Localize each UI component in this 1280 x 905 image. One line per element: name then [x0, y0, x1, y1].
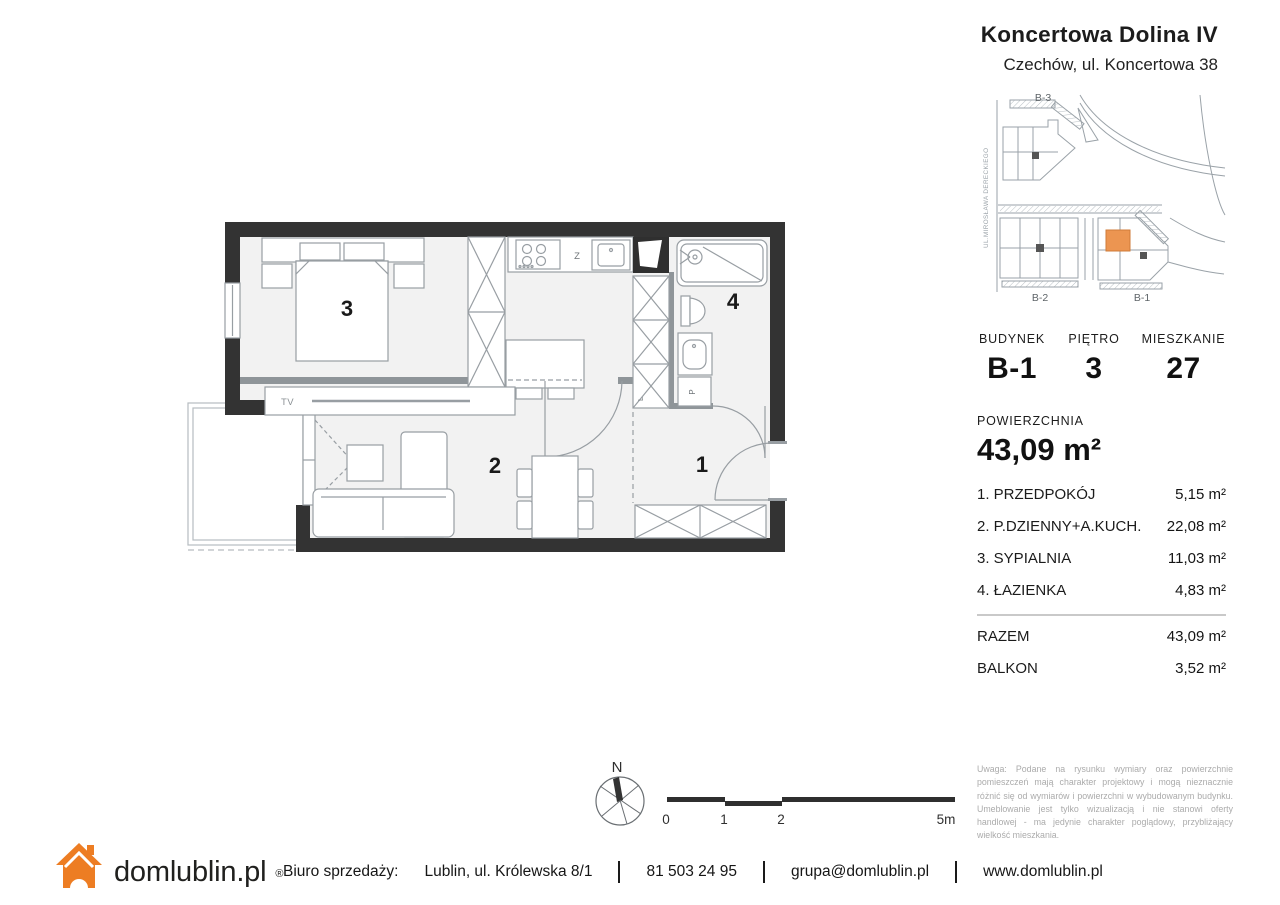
washing-machine-label: P: [688, 389, 697, 395]
registered-mark: ®: [275, 868, 284, 880]
house-logo-icon: [53, 840, 105, 890]
area-label: POWIERZCHNIA: [977, 414, 1084, 428]
unit-table-col-floor: [1047, 332, 1141, 386]
room-area: 4,83 m²: [1175, 582, 1226, 599]
floor-label: PIĘTRO: [1068, 332, 1120, 346]
website-url: www.domlublin.pl: [983, 863, 1103, 880]
room-name: 2. P.DZIENNY+A.KUCH.: [977, 518, 1142, 535]
scale-bar: [662, 797, 955, 827]
north-label: N: [611, 759, 623, 776]
unit-table-col-building: [977, 332, 1047, 386]
built-in-wardrobe: [468, 237, 505, 387]
nightstand: [394, 264, 424, 288]
coffee-table: [347, 445, 383, 481]
tv-label: TV: [281, 397, 295, 408]
disclaimer-text: Uwaga: Podane na rysunku wymiary oraz powierzchnie pomieszczeń mają charakter projektowy i mogą nieznacznie różnić się od wymiarów i powierzchni w wybudowanym budynku. Umeblowanie jest tylko wizualizacją i nie stanowi oferty handlowej - ma jedynie charakter poglądowy, przybliżający wielkość mieszkania.: [977, 764, 1233, 841]
total-row: [977, 628, 1226, 648]
dishwasher-label: Z: [574, 251, 580, 262]
room-area: 5,15 m²: [1175, 486, 1226, 503]
footer-separator: [955, 861, 957, 883]
scale-tick-5m: 5m: [936, 812, 956, 827]
project-address: Czechów, ul. Koncertowa 38: [1003, 55, 1218, 74]
apartment-label: MIESZKANIE: [1141, 332, 1226, 346]
room-name: 3. SYPIALNIA: [977, 550, 1072, 567]
sales-office-label: Biuro sprzedaży:: [283, 863, 399, 880]
total-label: RAZEM: [977, 628, 1030, 645]
bathtub: [677, 240, 767, 286]
room-row: [977, 582, 1226, 602]
apartment-value: 27: [1166, 352, 1201, 385]
headboard-shelf: [262, 238, 424, 262]
site-label-b1: B-1: [1133, 292, 1151, 304]
nightstand: [262, 264, 292, 288]
project-title: Koncertowa Dolina IV: [980, 22, 1218, 47]
room-label-3: 3: [340, 296, 354, 321]
hall-cabinet-column: [633, 276, 669, 408]
brand-name: domlublin.pl: [114, 856, 267, 888]
building-b1-outline: [1098, 210, 1168, 289]
room-name: 4. ŁAZIENKA: [977, 582, 1067, 599]
building-value: B-1: [987, 352, 1037, 385]
floor-plan-drawing: [150, 185, 800, 610]
room-area: 11,03 m²: [1167, 550, 1226, 567]
stove: [516, 240, 560, 269]
room-row: [977, 518, 1226, 538]
pillow: [300, 243, 340, 260]
bar-stool: [516, 388, 542, 399]
total-value: 43,09 m²: [1166, 628, 1226, 645]
building-label: BUDYNEK: [978, 332, 1046, 346]
totals: [977, 628, 1226, 680]
phone-number: 81 503 24 95: [646, 863, 737, 880]
area-value: 43,09 m²: [977, 432, 1102, 467]
chair: [517, 469, 532, 497]
kitchen-counter: [508, 237, 633, 272]
unit-table-col-apartment: [1141, 332, 1226, 386]
site-plan-drawing: [997, 95, 1225, 292]
room-name: 1. PRZEDPOKÓJ: [977, 486, 1096, 503]
balcony-label: BALKON: [977, 660, 1038, 677]
chair: [578, 501, 593, 529]
washbasin: [678, 333, 712, 375]
scale-tick-1: 1: [720, 812, 728, 827]
pillow: [344, 243, 384, 260]
room-label-2: 2: [488, 453, 502, 478]
room-label-4: 4: [726, 289, 740, 314]
unit-info-panel: [977, 332, 1226, 692]
balcony-row: [977, 660, 1226, 680]
company-logo: [53, 840, 283, 890]
site-label-b2: B-2: [1031, 292, 1049, 304]
vent-shaft: [633, 237, 669, 273]
hall-wardrobe: [635, 505, 766, 538]
room-row: [977, 486, 1226, 506]
sofa: [313, 489, 454, 537]
scale-tick-0: 0: [662, 812, 670, 827]
compass-and-scale: [575, 745, 975, 840]
street-label: UL.MIROSŁAWA DERECKIEGO: [983, 147, 990, 248]
room-area: 22,08 m²: [1166, 518, 1226, 535]
compass-icon: [596, 777, 644, 825]
footer-separator: [618, 861, 620, 883]
email-address: grupa@domlublin.pl: [790, 863, 930, 880]
floor-value: 3: [1085, 352, 1103, 385]
unit-table: [977, 332, 1226, 386]
tv-cabinet: [265, 387, 515, 415]
bar-stool: [548, 388, 574, 399]
room-label-1: 1: [695, 452, 709, 477]
footer-contact-bar: [283, 861, 1103, 883]
project-header: [981, 22, 1218, 75]
room-row: [977, 550, 1226, 570]
balcony-value: 3,52 m²: [1175, 660, 1226, 677]
site-label-b3: B-3: [1034, 92, 1052, 104]
fridge-label: L: [638, 397, 645, 401]
kitchen-sink: [592, 240, 630, 270]
site-map: [963, 88, 1227, 312]
bedroom-window: [225, 283, 240, 338]
chair: [517, 501, 532, 529]
highlighted-unit: [1106, 230, 1130, 251]
building-b3-outline: [1003, 100, 1084, 180]
scale-tick-2: 2: [777, 812, 785, 827]
sales-office-address: Lublin, ul. Królewska 8/1: [424, 863, 593, 880]
building-b2-outline: [1000, 218, 1078, 287]
chair: [578, 469, 593, 497]
room-list: [977, 486, 1226, 602]
totals-divider: [977, 614, 1226, 616]
footer-separator: [763, 861, 765, 883]
